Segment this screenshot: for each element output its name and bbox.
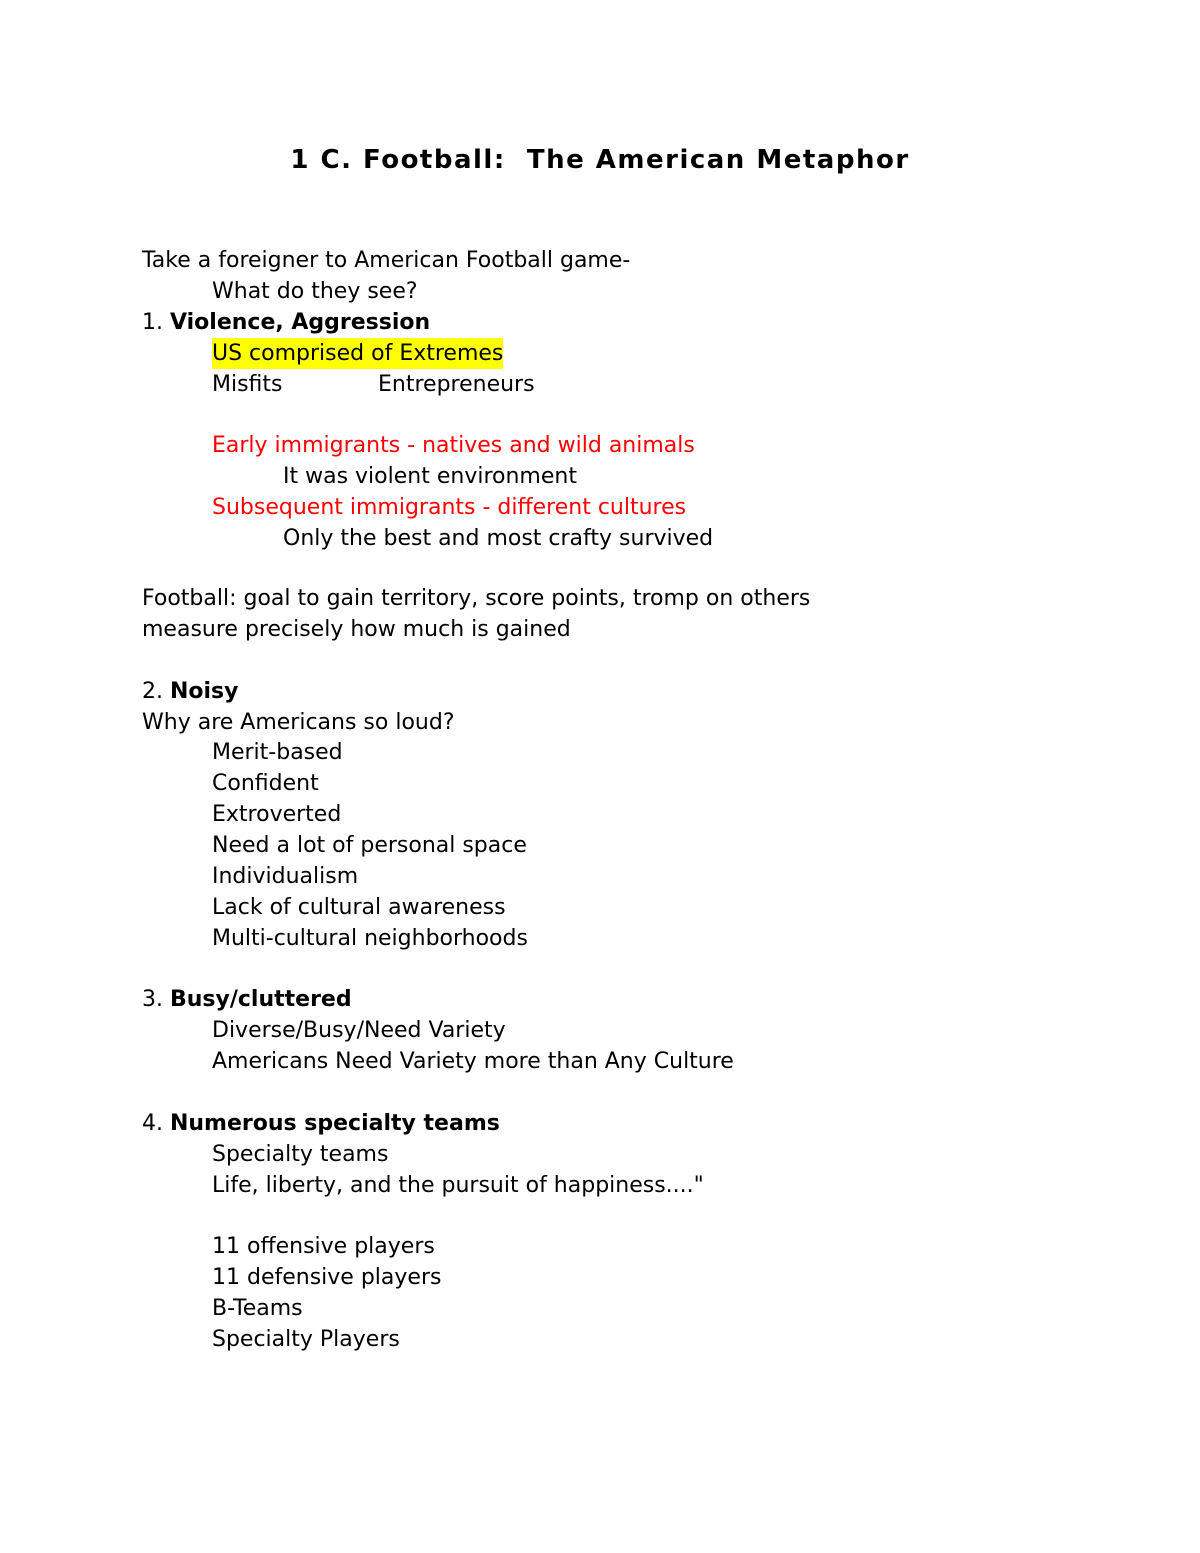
- list-item: Specialty teams: [212, 1142, 389, 1167]
- list-item: Lack of cultural awareness: [212, 895, 506, 920]
- subsequent-immigrants-text: Subsequent immigrants - different cultures: [212, 495, 687, 520]
- section1-header: [142, 307, 430, 338]
- section1-heading: Violence, Aggression: [169, 310, 431, 335]
- highlighted-text: US comprised of Extremes: [212, 338, 503, 369]
- misfits-text: Misfits: [212, 372, 283, 397]
- list-item: Confident: [212, 771, 319, 796]
- list-item: Merit-based: [212, 740, 343, 765]
- section3-number: 3.: [142, 987, 170, 1012]
- section3-heading: Busy/cluttered: [169, 987, 352, 1012]
- entrepreneurs-text: Entrepreneurs: [378, 372, 535, 397]
- early-immigrants-text: Early immigrants - natives and wild animals: [212, 433, 695, 458]
- section1-number: 1.: [142, 310, 170, 335]
- list-item: Multi-cultural neighborhoods: [212, 926, 528, 951]
- football-measure-text: measure precisely how much is gained: [142, 617, 571, 642]
- list-item: Diverse/Busy/Need Variety: [212, 1018, 506, 1043]
- list-item: 11 defensive players: [212, 1265, 442, 1290]
- list-item: B-Teams: [212, 1296, 303, 1321]
- section2-number: 2.: [142, 679, 170, 704]
- section1-highlight-line: [212, 338, 503, 369]
- section4-header: [142, 1108, 500, 1139]
- list-item: Extroverted: [212, 802, 342, 827]
- list-item: 11 offensive players: [212, 1234, 435, 1259]
- section4-number: 4.: [142, 1111, 170, 1136]
- survived-text: Only the best and most crafty survived: [283, 526, 714, 551]
- football-goal-text: Football: goal to gain territory, score points, tromp on others: [142, 586, 811, 611]
- section4-heading: Numerous specialty teams: [169, 1111, 500, 1136]
- list-item: Specialty Players: [212, 1327, 400, 1352]
- list-item: Need a lot of personal space: [212, 833, 527, 858]
- list-item: Individualism: [212, 864, 359, 889]
- intro-line: Take a foreigner to American Football game-: [142, 248, 631, 273]
- page-title: 1 C. Football: The American Metaphor: [290, 145, 910, 175]
- list-item: Americans Need Variety more than Any Culture: [212, 1049, 734, 1074]
- section2-question: Why are Americans so loud?: [142, 710, 455, 735]
- section2-header: [142, 676, 239, 707]
- intro-question: What do they see?: [212, 279, 418, 304]
- section3-header: [142, 984, 352, 1015]
- list-item: Life, liberty, and the pursuit of happiness....": [212, 1173, 704, 1198]
- violent-environment-text: It was violent environment: [283, 464, 577, 489]
- section2-heading: Noisy: [169, 679, 239, 704]
